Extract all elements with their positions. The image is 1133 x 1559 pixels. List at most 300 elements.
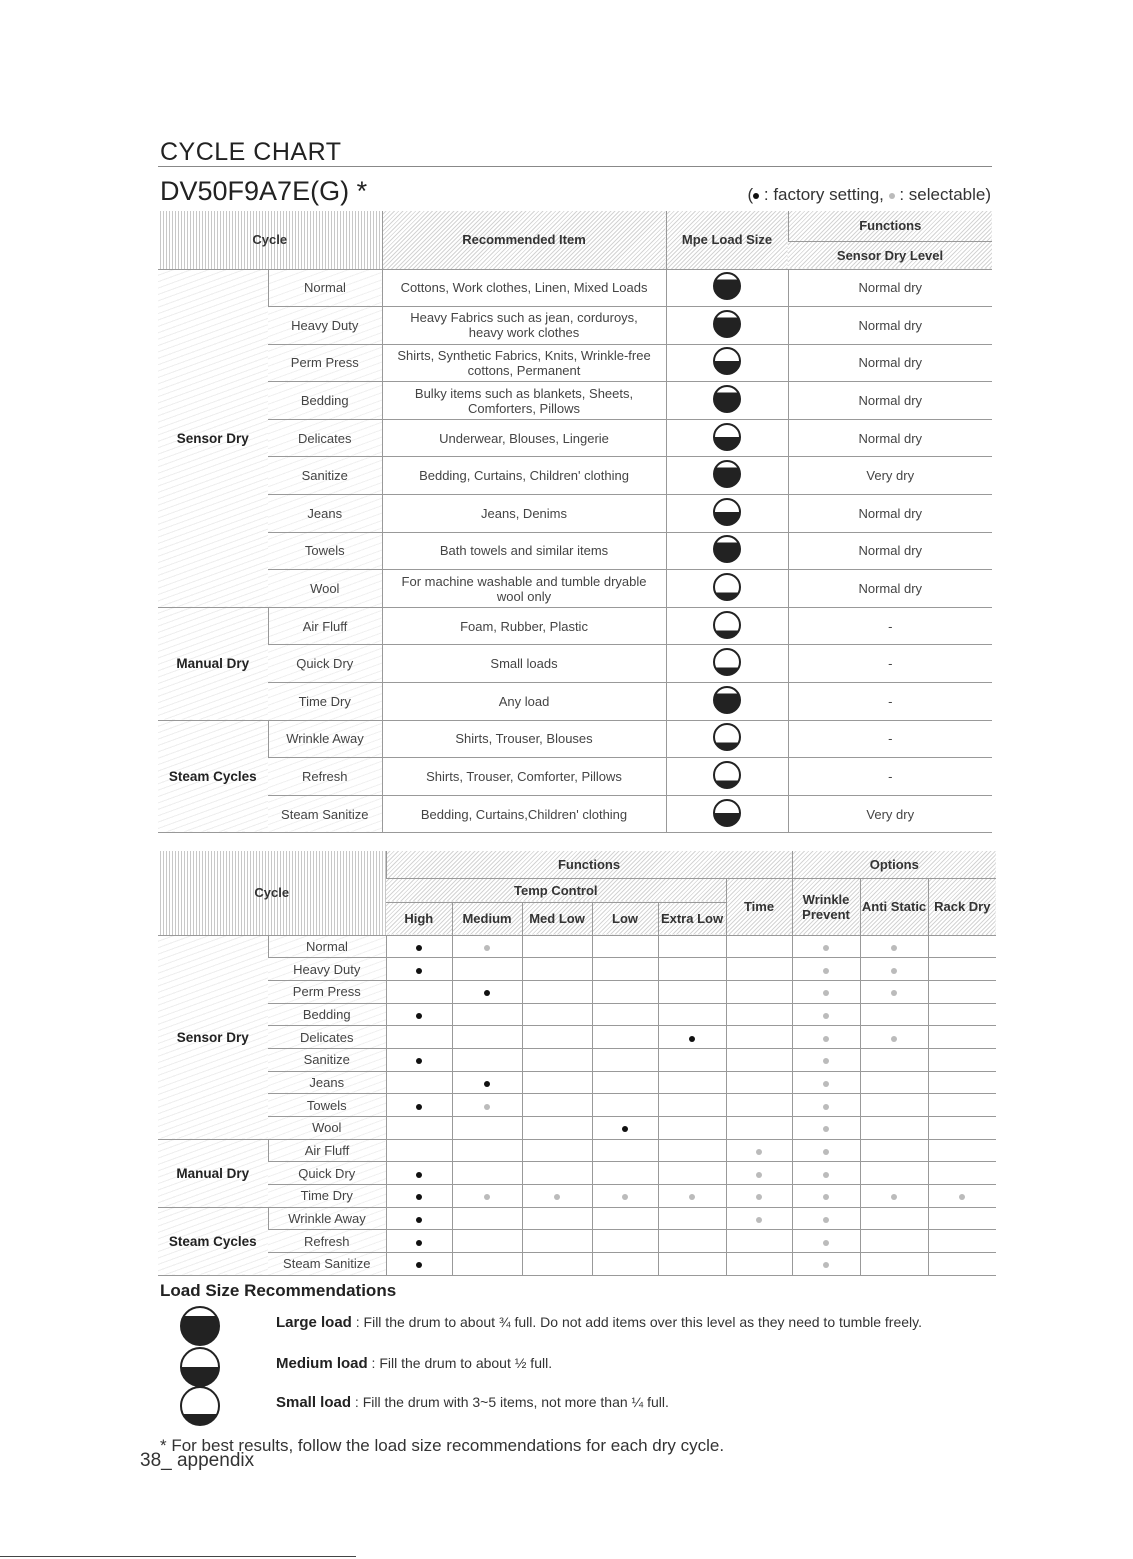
cell-low [592, 1162, 658, 1185]
medium-load-icon [713, 799, 741, 827]
cell-extra-low [658, 958, 726, 981]
header-functions: Functions [788, 211, 992, 241]
cell-wrinkle-prevent [792, 1003, 860, 1026]
header-high: High [386, 902, 452, 935]
cell-high [386, 1026, 452, 1049]
cell-medium [452, 1162, 522, 1185]
load-size-cell [666, 419, 788, 457]
group-label: Sensor Dry [158, 935, 268, 1139]
cell-anti-static [860, 1003, 928, 1026]
cell-extra-low [658, 1003, 726, 1026]
cell-med-low [522, 1071, 592, 1094]
load-size-label: Large load [276, 1314, 352, 1331]
load-size-cell [666, 382, 788, 420]
table-row [158, 269, 992, 307]
recommended-item: Heavy Fabrics such as jean, corduroys, heavy work clothes [382, 307, 666, 345]
group-label: Steam Cycles [158, 720, 268, 833]
selectable-dot-icon [756, 1172, 762, 1178]
small-load-icon [713, 573, 741, 601]
cell-med-low [522, 1139, 592, 1162]
cell-time [726, 1253, 792, 1276]
selectable-dot-icon [823, 945, 829, 951]
load-size-cell [666, 607, 788, 645]
load-size-description: : Fill the drum to about ½ full. [367, 1355, 553, 1371]
table-row [158, 980, 996, 1003]
cycle-name: Towels [268, 1094, 386, 1117]
factory-setting-dot-icon [689, 1036, 695, 1042]
load-size-title: Load Size Recommendations [160, 1281, 397, 1300]
load-size-cell [666, 758, 788, 796]
table-row [158, 1253, 996, 1276]
cell-high [386, 1253, 452, 1276]
header-temp-control: Temp Control [386, 878, 726, 902]
load-size-description: : Fill the drum with 3~5 items, not more than ¼ full. [351, 1394, 669, 1410]
load-size-cell [666, 495, 788, 533]
cell-low [592, 1207, 658, 1230]
large-load-icon [713, 460, 741, 488]
sensor-dry-level: - [788, 683, 992, 721]
cell-time [726, 1117, 792, 1140]
cell-high [386, 958, 452, 981]
medium-load-icon [713, 423, 741, 451]
cell-anti-static [860, 980, 928, 1003]
factory-setting-dot-icon [416, 1217, 422, 1223]
table-row [158, 1230, 996, 1253]
sensor-dry-level: - [788, 720, 992, 758]
selectable-dot-icon [823, 1149, 829, 1155]
bottom-rule [0, 1556, 356, 1557]
header-sensor-dry-level: Sensor Dry Level [788, 241, 992, 269]
cell-wrinkle-prevent [792, 1071, 860, 1094]
cycle-name: Wrinkle Away [268, 720, 382, 758]
cycle-name: Air Fluff [268, 1139, 386, 1162]
selectable-dot-icon [756, 1194, 762, 1200]
cell-low [592, 1253, 658, 1276]
cell-wrinkle-prevent [792, 1253, 860, 1276]
legend-factory: : factory setting, [759, 185, 889, 204]
group-label: Manual Dry [158, 607, 268, 720]
cell-low [592, 1003, 658, 1026]
small-load-icon [180, 1386, 220, 1426]
header-load-size: Mpe Load Size [666, 211, 788, 269]
factory-setting-dot-icon [484, 1081, 490, 1087]
header-functions: Functions [386, 851, 792, 878]
cell-wrinkle-prevent [792, 1094, 860, 1117]
cell-wrinkle-prevent [792, 1185, 860, 1208]
sensor-dry-level: Normal dry [788, 382, 992, 420]
cell-wrinkle-prevent [792, 1026, 860, 1049]
legend-open: ( [747, 185, 754, 204]
selectable-dot-icon [891, 990, 897, 996]
load-size-cell [666, 307, 788, 345]
recommended-item: Bath towels and similar items [382, 532, 666, 570]
cell-high [386, 1207, 452, 1230]
selectable-dot-icon [756, 1217, 762, 1223]
table-row [158, 344, 992, 382]
selectable-dot-icon [823, 1240, 829, 1246]
cell-anti-static [860, 1230, 928, 1253]
small-load-icon [713, 723, 741, 751]
cell-rack-dry [928, 1026, 996, 1049]
cell-rack-dry [928, 1048, 996, 1071]
cycle-name: Perm Press [268, 344, 382, 382]
cell-low [592, 1185, 658, 1208]
cell-med-low [522, 1185, 592, 1208]
recommended-item: Shirts, Trouser, Comforter, Pillows [382, 758, 666, 796]
selectable-dot-icon [823, 1126, 829, 1132]
cell-rack-dry [928, 1253, 996, 1276]
cycle-name: Bedding [268, 1003, 386, 1026]
cell-high [386, 1162, 452, 1185]
cycle-name: Sanitize [268, 1048, 386, 1071]
selectable-dot-icon [891, 968, 897, 974]
header-time: Time [726, 878, 792, 935]
cell-anti-static [860, 1253, 928, 1276]
header-recommended-item: Recommended Item [382, 211, 666, 269]
recommended-item: Bedding, Curtains,Children' clothing [382, 795, 666, 833]
recommended-item: Bedding, Curtains, Children' clothing [382, 457, 666, 495]
cell-low [592, 1071, 658, 1094]
cell-wrinkle-prevent [792, 1162, 860, 1185]
sensor-dry-level: Normal dry [788, 495, 992, 533]
table-row [158, 683, 992, 721]
table-row [158, 1003, 996, 1026]
selectable-dot-icon [756, 1149, 762, 1155]
sensor-dry-level: Normal dry [788, 419, 992, 457]
selectable-dot-icon [891, 945, 897, 951]
cycle-name: Normal [268, 935, 386, 958]
factory-setting-dot-icon [416, 1262, 422, 1268]
cell-med-low [522, 980, 592, 1003]
cell-time [726, 1003, 792, 1026]
factory-setting-dot-icon [416, 1240, 422, 1246]
cell-low [592, 1117, 658, 1140]
cell-rack-dry [928, 958, 996, 981]
cycle-name: Delicates [268, 1026, 386, 1049]
cell-med-low [522, 1026, 592, 1049]
small-load-icon [713, 761, 741, 789]
load-size-cell [666, 795, 788, 833]
cell-low [592, 1094, 658, 1117]
cell-high [386, 1117, 452, 1140]
cell-high [386, 980, 452, 1003]
load-size-cell [666, 532, 788, 570]
cell-med-low [522, 1162, 592, 1185]
cell-rack-dry [928, 1185, 996, 1208]
table-row [158, 1162, 996, 1185]
header-rack-dry: Rack Dry [928, 878, 996, 935]
table-row [158, 1026, 996, 1049]
cell-med-low [522, 1117, 592, 1140]
cell-anti-static [860, 1094, 928, 1117]
cycle-name: Time Dry [268, 1185, 386, 1208]
cell-medium [452, 958, 522, 981]
cell-time [726, 935, 792, 958]
selectable-dot-icon [891, 1036, 897, 1042]
header-medium: Medium [452, 902, 522, 935]
cycle-table [158, 211, 992, 833]
large-load-icon [713, 272, 741, 300]
legend-selectable: : selectable) [894, 185, 991, 204]
selectable-dot-icon [959, 1194, 965, 1200]
model-title: DV50F9A7E(G) * [160, 176, 368, 206]
factory-setting-dot-icon [416, 1104, 422, 1110]
cell-low [592, 1048, 658, 1071]
cycle-name: Steam Sanitize [268, 1253, 386, 1276]
load-size-item [276, 1355, 976, 1372]
cell-medium [452, 1117, 522, 1140]
recommended-item: Shirts, Synthetic Fabrics, Knits, Wrinkle-free cottons, Permanent [382, 344, 666, 382]
options-table [158, 851, 996, 1276]
cell-med-low [522, 1048, 592, 1071]
sensor-dry-level: Normal dry [788, 532, 992, 570]
cell-rack-dry [928, 935, 996, 958]
cell-high [386, 1003, 452, 1026]
cell-extra-low [658, 1230, 726, 1253]
cell-wrinkle-prevent [792, 935, 860, 958]
header-cycle: Cycle [158, 211, 382, 269]
title-rule [158, 166, 992, 167]
cycle-name: Wool [268, 570, 382, 608]
selectable-dot-icon [891, 1194, 897, 1200]
cell-high [386, 935, 452, 958]
cell-med-low [522, 935, 592, 958]
selectable-dot-icon [689, 1194, 695, 1200]
cell-extra-low [658, 1207, 726, 1230]
table-row [158, 935, 996, 958]
cell-wrinkle-prevent [792, 1048, 860, 1071]
cell-time [726, 1048, 792, 1071]
header-med-low: Med Low [522, 902, 592, 935]
cell-time [726, 1139, 792, 1162]
factory-setting-dot-icon [622, 1126, 628, 1132]
cell-low [592, 980, 658, 1003]
cell-high [386, 1185, 452, 1208]
factory-setting-dot-icon [416, 1013, 422, 1019]
cycle-name: Quick Dry [268, 645, 382, 683]
table-row [158, 1117, 996, 1140]
cell-high [386, 1139, 452, 1162]
table-row [158, 1139, 996, 1162]
selectable-dot-icon [823, 968, 829, 974]
recommended-item: Foam, Rubber, Plastic [382, 607, 666, 645]
cell-extra-low [658, 1117, 726, 1140]
cycle-name: Time Dry [268, 683, 382, 721]
cell-rack-dry [928, 1094, 996, 1117]
cycle-name: Normal [268, 269, 382, 307]
selectable-dot-icon [823, 990, 829, 996]
cell-wrinkle-prevent [792, 1117, 860, 1140]
cell-low [592, 958, 658, 981]
medium-load-icon [180, 1347, 220, 1387]
selectable-dot-icon [484, 1104, 490, 1110]
load-size-cell [666, 457, 788, 495]
table-row [158, 758, 992, 796]
header-extra-low: Extra Low [658, 902, 726, 935]
cell-anti-static [860, 1071, 928, 1094]
cell-rack-dry [928, 1162, 996, 1185]
large-load-icon [713, 535, 741, 563]
table-row [158, 457, 992, 495]
cycle-name: Delicates [268, 419, 382, 457]
small-load-icon [713, 611, 741, 639]
sensor-dry-level: Normal dry [788, 344, 992, 382]
table-row [158, 795, 992, 833]
cell-time [726, 1071, 792, 1094]
table-row [158, 1094, 996, 1117]
cell-time [726, 1162, 792, 1185]
cell-extra-low [658, 1185, 726, 1208]
cell-anti-static [860, 1207, 928, 1230]
legend [747, 185, 991, 205]
footnote: * For best results, follow the load size recommendations for each dry cycle. [160, 1436, 725, 1455]
load-size-label: Small load [276, 1394, 352, 1411]
cell-extra-low [658, 935, 726, 958]
recommended-item: Cottons, Work clothes, Linen, Mixed Loads [382, 269, 666, 307]
cell-rack-dry [928, 1139, 996, 1162]
cell-medium [452, 1003, 522, 1026]
cell-anti-static [860, 1139, 928, 1162]
header-cycle: Cycle [158, 851, 386, 935]
cycle-name: Steam Sanitize [268, 795, 382, 833]
sensor-dry-level: Normal dry [788, 570, 992, 608]
cell-high [386, 1094, 452, 1117]
sensor-dry-level: - [788, 645, 992, 683]
cell-low [592, 935, 658, 958]
factory-setting-dot-icon [416, 1058, 422, 1064]
selectable-dot-icon [823, 1172, 829, 1178]
cell-med-low [522, 1094, 592, 1117]
group-label: Steam Cycles [158, 1207, 268, 1275]
cell-extra-low [658, 1071, 726, 1094]
cell-wrinkle-prevent [792, 1207, 860, 1230]
table-row [158, 1048, 996, 1071]
cycle-name: Sanitize [268, 457, 382, 495]
header-low: Low [592, 902, 658, 935]
selectable-dot-icon [484, 945, 490, 951]
header-options: Options [792, 851, 996, 878]
selectable-dot-icon [823, 1194, 829, 1200]
cell-medium [452, 1048, 522, 1071]
cell-rack-dry [928, 1117, 996, 1140]
sensor-dry-level: - [788, 607, 992, 645]
cell-extra-low [658, 1048, 726, 1071]
selectable-dot-icon [823, 1217, 829, 1223]
cell-low [592, 1026, 658, 1049]
load-size-description: : Fill the drum to about ¾ full. Do not add items over this level as they need to tumble freely. [351, 1314, 922, 1330]
cell-anti-static [860, 1026, 928, 1049]
table-row [158, 1071, 996, 1094]
sensor-dry-level: Very dry [788, 795, 992, 833]
cell-medium [452, 1230, 522, 1253]
cell-low [592, 1139, 658, 1162]
selectable-dot-icon [554, 1194, 560, 1200]
load-size-cell [666, 645, 788, 683]
group-label: Manual Dry [158, 1139, 268, 1207]
table-row [158, 958, 996, 981]
cycle-name: Jeans [268, 1071, 386, 1094]
cell-rack-dry [928, 1003, 996, 1026]
cell-medium [452, 1139, 522, 1162]
cell-time [726, 1207, 792, 1230]
cell-rack-dry [928, 1207, 996, 1230]
load-size-label: Medium load [276, 1355, 368, 1372]
cell-high [386, 1230, 452, 1253]
cell-anti-static [860, 958, 928, 981]
factory-setting-dot-icon [416, 1194, 422, 1200]
cell-medium [452, 1094, 522, 1117]
cell-med-low [522, 958, 592, 981]
cell-medium [452, 1253, 522, 1276]
selectable-dot-icon [823, 1036, 829, 1042]
small-load-icon [713, 648, 741, 676]
cycle-name: Heavy Duty [268, 958, 386, 981]
cell-extra-low [658, 1094, 726, 1117]
cycle-name: Quick Dry [268, 1162, 386, 1185]
recommended-item: Bulky items such as blankets, Sheets, Comforters, Pillows [382, 382, 666, 420]
factory-setting-dot-icon [416, 968, 422, 974]
group-label: Sensor Dry [158, 269, 268, 607]
cell-med-low [522, 1253, 592, 1276]
cell-med-low [522, 1207, 592, 1230]
sensor-dry-level: - [788, 758, 992, 796]
cell-medium [452, 1185, 522, 1208]
cell-wrinkle-prevent [792, 958, 860, 981]
cell-extra-low [658, 1026, 726, 1049]
cycle-name: Jeans [268, 495, 382, 533]
table-row [158, 570, 992, 608]
cell-high [386, 1048, 452, 1071]
selectable-dot-icon [484, 1194, 490, 1200]
cell-medium [452, 1071, 522, 1094]
cell-time [726, 980, 792, 1003]
load-size-cell [666, 683, 788, 721]
cell-med-low [522, 1230, 592, 1253]
cell-rack-dry [928, 1230, 996, 1253]
cycle-name: Heavy Duty [268, 307, 382, 345]
cell-time [726, 958, 792, 981]
load-size-item [276, 1394, 976, 1411]
recommended-item: Any load [382, 683, 666, 721]
cell-extra-low [658, 980, 726, 1003]
cycle-name: Perm Press [268, 980, 386, 1003]
cell-time [726, 1094, 792, 1117]
sensor-dry-level: Normal dry [788, 269, 992, 307]
sensor-dry-level: Very dry [788, 457, 992, 495]
cell-anti-static [860, 1185, 928, 1208]
cell-medium [452, 1026, 522, 1049]
cell-anti-static [860, 935, 928, 958]
cell-wrinkle-prevent [792, 1139, 860, 1162]
table-row [158, 1207, 996, 1230]
load-size-item [276, 1314, 976, 1331]
medium-load-icon [713, 498, 741, 526]
cell-med-low [522, 1003, 592, 1026]
selectable-dot-icon [823, 1262, 829, 1268]
cell-rack-dry [928, 980, 996, 1003]
cell-anti-static [860, 1117, 928, 1140]
load-size-cell [666, 269, 788, 307]
cycle-name: Air Fluff [268, 607, 382, 645]
large-load-icon [713, 310, 741, 338]
factory-setting-dot-icon [484, 990, 490, 996]
table-row [158, 607, 992, 645]
cell-time [726, 1185, 792, 1208]
cell-medium [452, 1207, 522, 1230]
medium-load-icon [713, 347, 741, 375]
load-size-cell [666, 720, 788, 758]
selectable-dot-icon [823, 1013, 829, 1019]
